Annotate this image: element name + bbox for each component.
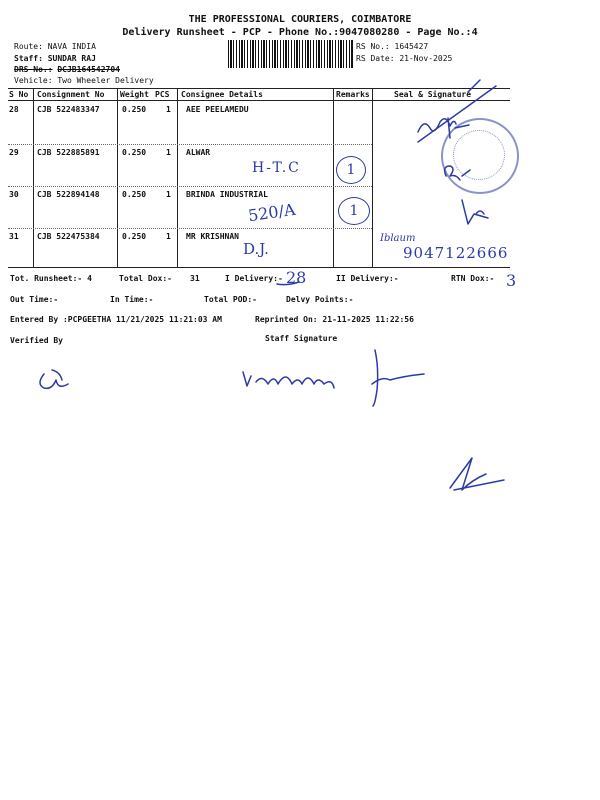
verified-signature xyxy=(40,370,68,388)
total-dox-label: Total Dox:- xyxy=(119,274,172,283)
col-consignment: Consignment No xyxy=(37,90,105,99)
signature-row3 xyxy=(462,200,488,224)
signature-row2 xyxy=(445,166,470,180)
col-seal-signature: Seal & Signature xyxy=(394,90,472,99)
total-dox-value: 31 xyxy=(190,274,200,283)
drs-value: DCJB164542704 xyxy=(57,65,120,74)
total-pod: Total POD:- xyxy=(204,295,257,304)
rtn-dox-label: RTN Dox:- xyxy=(451,274,495,283)
i-delivery-value: 28 xyxy=(286,268,307,287)
row-sno: 30 xyxy=(9,190,19,199)
out-time: Out Time:- xyxy=(10,295,59,304)
signature-diagonal xyxy=(418,80,496,142)
row-consignee: ALWAR xyxy=(186,148,211,157)
staff-signature xyxy=(243,350,424,406)
row-weight: 0.250 xyxy=(122,148,147,157)
signature-row1 xyxy=(418,118,469,138)
vehicle: Vehicle: Two Wheeler Delivery xyxy=(14,76,154,85)
remark-circled-2: 1 xyxy=(338,197,370,225)
rs-date: RS Date: 21-Nov-2025 xyxy=(356,54,453,63)
remark-circled-1: 1 xyxy=(336,156,366,184)
route: Route: NAVA INDIA xyxy=(14,42,96,51)
row-consignment-no: CJB 522894148 xyxy=(37,190,100,199)
drs-label: DRS No.: xyxy=(14,65,53,74)
runsheet-subtitle: Delivery Runsheet - PCP - Phone No.:9047080280 - Page No.:4 xyxy=(122,27,478,38)
handwritten-name: Iblaum xyxy=(380,233,416,244)
row-weight: 0.250 xyxy=(122,232,147,241)
row-consignee: MR KRISHNAN xyxy=(186,232,239,241)
reprinted-on: Reprinted On: 21-11-2025 11:22:56 xyxy=(255,315,414,324)
handwritten-phone: 9047122666 xyxy=(403,244,509,262)
verified-by-label: Verified By xyxy=(10,336,63,345)
col-consignee: Consignee Details xyxy=(181,90,263,99)
row-consignment-no: CJB 522475384 xyxy=(37,232,100,241)
row-pcs: 1 xyxy=(166,105,171,114)
col-weight: Weight xyxy=(120,90,149,99)
row-weight: 0.250 xyxy=(122,190,147,199)
col-pcs: PCS xyxy=(155,90,170,99)
ii-delivery-label: II Delivery:- xyxy=(336,274,399,283)
row-consignee: BRINDA INDUSTRIAL xyxy=(186,190,268,199)
staff-signature-label: Staff Signature xyxy=(265,334,338,343)
row-consignment-no: CJB 522483347 xyxy=(37,105,100,114)
handwritten-note-dj: D.J. xyxy=(243,240,269,258)
row-pcs: 1 xyxy=(166,232,171,241)
i-delivery-label: I Delivery:- xyxy=(225,274,283,283)
row-sno: 29 xyxy=(9,148,19,157)
col-sno: S No xyxy=(9,90,29,99)
row-weight: 0.250 xyxy=(122,105,147,114)
staff: Staff: SUNDAR RAJ xyxy=(14,54,96,63)
total-runsheet: Tot. Runsheet:- 4 xyxy=(10,274,92,283)
company-title: THE PROFESSIONAL COURIERS, COIMBATORE xyxy=(188,14,412,25)
col-remarks: Remarks xyxy=(336,90,370,99)
handwritten-note-520a: 520/A xyxy=(246,199,297,226)
rs-number: RS No.: 1645427 xyxy=(356,42,429,51)
row-pcs: 1 xyxy=(166,148,171,157)
in-time: In Time:- xyxy=(110,295,154,304)
row-pcs: 1 xyxy=(166,190,171,199)
row-sno: 28 xyxy=(9,105,19,114)
entered-by: Entered By :PCPGEETHA 11/21/2025 11:21:03 AM xyxy=(10,315,222,324)
delivery-points: Delvy Points:- xyxy=(286,295,354,304)
bottom-corner-signature xyxy=(450,458,504,490)
row-sno: 31 xyxy=(9,232,19,241)
rtn-dox-value: 3 xyxy=(506,271,517,290)
row-consignment-no: CJB 522885891 xyxy=(37,148,100,157)
handwritten-note-htc: H-T.C xyxy=(252,160,301,176)
row-consignee: AEE PEELAMEDU xyxy=(186,105,249,114)
